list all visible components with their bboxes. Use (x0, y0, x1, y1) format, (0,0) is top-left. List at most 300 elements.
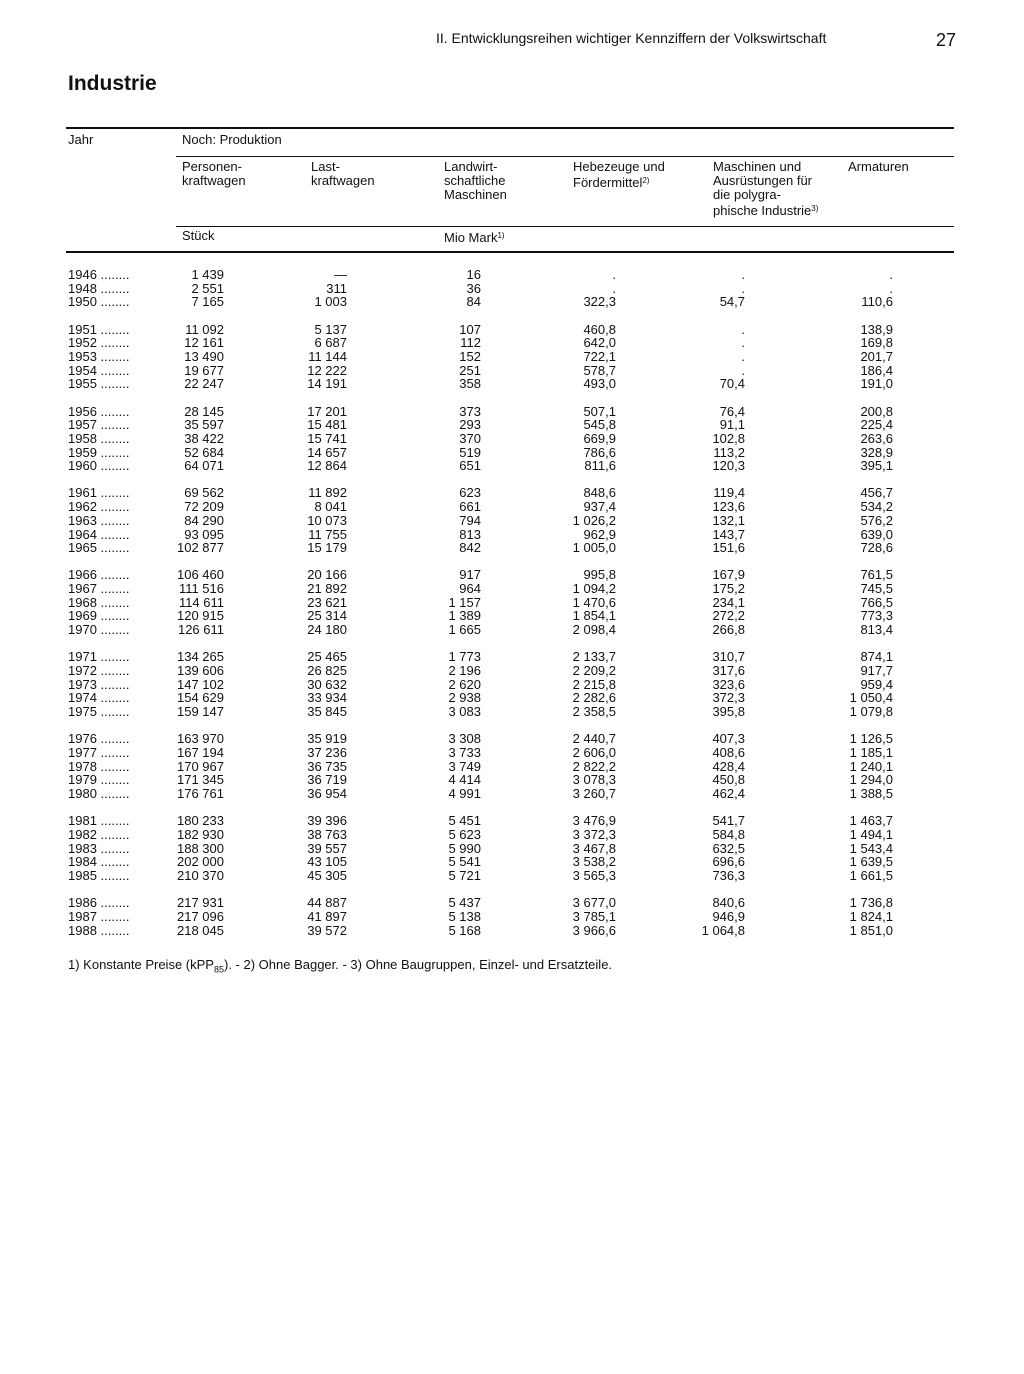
value-cell: 1 185,1 (849, 744, 893, 760)
value-cell: 1 050,4 (849, 690, 893, 706)
value-cell: 19 677 (184, 362, 224, 378)
value-cell: 1 773 (448, 649, 481, 665)
value-cell: 28 145 (184, 403, 224, 419)
value-cell: 169,8 (860, 335, 893, 351)
value-cell: 39 572 (307, 922, 347, 938)
unit-rule (176, 226, 954, 227)
value-cell: 3 078,3 (572, 772, 616, 788)
value-cell: 15 179 (307, 540, 347, 556)
table-row (66, 582, 956, 596)
year-cell: 1967 ........ (68, 581, 130, 597)
value-cell: 143,7 (712, 526, 745, 542)
value-cell: 1 005,0 (572, 540, 616, 556)
value-cell: 24 180 (307, 622, 347, 638)
value-cell: 3 565,3 (572, 867, 616, 883)
row-group (66, 732, 956, 800)
value-cell: 12 161 (184, 335, 224, 351)
value-cell: 38 422 (184, 430, 224, 446)
value-cell: 3 467,8 (572, 840, 616, 856)
value-cell: 2 620 (448, 676, 481, 692)
value-cell: — (334, 267, 347, 282)
value-cell: 3 733 (448, 744, 481, 760)
table-row (66, 609, 956, 623)
table-row (66, 896, 956, 910)
value-cell: 813,4 (860, 622, 893, 638)
value-cell: 36 735 (307, 758, 347, 774)
value-cell: 3 749 (448, 758, 481, 774)
table-row (66, 350, 956, 364)
value-cell: 5 437 (448, 895, 481, 911)
value-cell: 217 096 (177, 908, 224, 924)
value-cell: 45 305 (307, 867, 347, 883)
table-top-rule (66, 127, 954, 129)
year-cell: 1953 ........ (68, 348, 130, 364)
value-cell: 13 490 (184, 348, 224, 364)
value-cell: 519 (459, 444, 481, 460)
year-cell: 1962 ........ (68, 499, 130, 515)
value-cell: 5 168 (448, 922, 481, 938)
value-cell: 1 494,1 (849, 826, 893, 842)
value-cell: 218 045 (177, 922, 224, 938)
value-cell: 2 098,4 (572, 622, 616, 638)
header-maschinen-polygrafisch (713, 160, 828, 218)
value-cell: 428,4 (712, 758, 745, 774)
year-cell: 1965 ........ (68, 540, 130, 556)
value-cell: 35 845 (307, 704, 347, 720)
value-cell: 106 460 (177, 567, 224, 583)
value-cell: 2 133,7 (572, 649, 616, 665)
value-cell: 91,1 (719, 417, 745, 433)
value-cell: . (612, 280, 616, 296)
value-cell: 36 719 (307, 772, 347, 788)
value-cell: 1 126,5 (849, 731, 893, 747)
value-cell: 210 370 (177, 867, 224, 883)
value-cell: 1 079,8 (849, 704, 893, 720)
value-cell: 840,6 (712, 895, 745, 911)
value-cell: 1 094,2 (572, 581, 616, 597)
value-cell: 310,7 (712, 649, 745, 665)
row-group (66, 650, 956, 718)
year-cell: 1978 ........ (68, 758, 130, 774)
row-group (66, 568, 956, 636)
value-cell: 766,5 (860, 594, 893, 610)
value-cell: 4 991 (448, 786, 481, 801)
value-cell: 669,9 (583, 430, 616, 446)
value-cell: 3 308 (448, 731, 481, 747)
year-cell: 1977 ........ (68, 744, 130, 760)
value-cell: 456,7 (860, 485, 893, 501)
value-cell: 72 209 (184, 499, 224, 515)
value-cell: 12 222 (307, 362, 347, 378)
unit-mio-mark-label: Mio Mark (444, 230, 498, 245)
value-cell: 15 741 (307, 430, 347, 446)
value-cell: 38 763 (307, 826, 347, 842)
value-cell: 186,4 (860, 362, 893, 378)
unit-stueck: Stück (182, 228, 215, 243)
value-cell: 26 825 (307, 663, 347, 678)
value-cell: 167,9 (712, 567, 745, 583)
unit-mio-mark-note: 1) (497, 231, 505, 240)
value-cell: 151,6 (712, 540, 745, 556)
value-cell: 917,7 (860, 663, 893, 678)
value-cell: 11 144 (308, 348, 347, 364)
value-cell: 126 611 (177, 622, 224, 638)
table-row (66, 924, 956, 938)
table-row (66, 596, 956, 610)
value-cell: 493,0 (583, 376, 616, 392)
value-cell: 813 (459, 526, 481, 542)
value-cell: 1 661,5 (849, 867, 893, 883)
value-cell: . (741, 362, 745, 378)
table-row (66, 364, 956, 378)
value-cell: 578,7 (583, 362, 616, 378)
table-row (66, 732, 956, 746)
value-cell: 15 481 (307, 417, 347, 433)
header-pkw: Personen- kraftwagen (182, 159, 246, 188)
table-row (66, 746, 956, 760)
year-cell: 1956 ........ (68, 403, 130, 419)
year-cell: 1984 ........ (68, 854, 130, 870)
year-cell: 1960 ........ (68, 458, 130, 474)
value-cell: 191,0 (860, 376, 893, 392)
value-cell: 11 755 (308, 526, 347, 542)
value-cell: 1 064,8 (701, 922, 745, 938)
table-row (66, 377, 956, 391)
table-row (66, 486, 956, 500)
header-group: Noch: Produktion (182, 132, 282, 147)
year-cell: 1980 ........ (68, 786, 130, 801)
value-cell: 52 684 (184, 444, 224, 460)
header-year: Jahr (68, 132, 94, 147)
value-cell: 1 439 (191, 267, 224, 282)
table-row (66, 459, 956, 473)
value-cell: 272,2 (712, 608, 745, 624)
year-cell: 1955 ........ (68, 376, 130, 392)
value-cell: 1 543,4 (849, 840, 893, 856)
value-cell: . (741, 280, 745, 296)
value-cell: 311 (326, 280, 347, 296)
year-cell: 1986 ........ (68, 895, 130, 911)
table-row (66, 760, 956, 774)
value-cell: 773,3 (860, 608, 893, 624)
table-row (66, 869, 956, 883)
value-cell: 651 (459, 458, 481, 474)
value-cell: 35 919 (307, 731, 347, 747)
value-cell: 736,3 (712, 867, 745, 883)
row-group (66, 405, 956, 473)
value-cell: 2 440,7 (572, 731, 616, 747)
value-cell: 937,4 (583, 499, 616, 515)
footnote-sub: 85 (213, 964, 224, 975)
value-cell: 3 476,9 (572, 813, 616, 829)
year-cell: 1970 ........ (68, 622, 130, 638)
year-cell: 1985 ........ (68, 867, 130, 883)
year-cell: 1969 ........ (68, 608, 130, 624)
year-cell: 1946 ........ (68, 267, 130, 282)
value-cell: 225,4 (860, 417, 893, 433)
value-cell: 5 623 (448, 826, 481, 842)
value-cell: 786,6 (583, 444, 616, 460)
value-cell: 234,1 (712, 594, 745, 610)
value-cell: 30 632 (307, 676, 347, 692)
table-row (66, 664, 956, 678)
value-cell: 639,0 (860, 526, 893, 542)
value-cell: 202 000 (177, 854, 224, 870)
value-cell: 395,8 (712, 704, 745, 720)
value-cell: 54,7 (719, 294, 745, 310)
year-cell: 1958 ........ (68, 430, 130, 446)
value-cell: 2 822,2 (572, 758, 616, 774)
value-cell: 545,8 (583, 417, 616, 433)
value-cell: 119,4 (713, 485, 745, 501)
value-cell: 1 003 (314, 294, 347, 310)
value-cell: 293 (459, 417, 481, 433)
value-cell: 408,6 (712, 744, 745, 760)
value-cell: 794 (459, 512, 481, 528)
table-row (66, 268, 956, 282)
value-cell: 64 071 (184, 458, 224, 474)
value-cell: 5 137 (314, 321, 347, 337)
row-group (66, 486, 956, 554)
value-cell: 39 557 (307, 840, 347, 856)
value-cell: 22 247 (184, 376, 224, 392)
year-cell: 1973 ........ (68, 676, 130, 692)
value-cell: 2 551 (191, 280, 224, 296)
value-cell: 152 (459, 348, 481, 364)
value-cell: 25 465 (307, 649, 347, 665)
value-cell: 3 260,7 (572, 786, 616, 801)
value-cell: 1 639,5 (849, 854, 893, 870)
value-cell: 120 915 (177, 608, 224, 624)
value-cell: 962,9 (583, 526, 616, 542)
year-cell: 1968 ........ (68, 594, 130, 610)
row-group (66, 323, 956, 391)
data-table-body (66, 268, 956, 951)
value-cell: . (741, 321, 745, 337)
table-row (66, 405, 956, 419)
value-cell: 917 (459, 567, 481, 583)
value-cell: 3 966,6 (572, 922, 616, 938)
footnote-part2: ). - 2) Ohne Bagger. - 3) Ohne Baugruppen, Einzel- und Ersatzteile. (223, 957, 613, 972)
value-cell: 176 761 (177, 786, 224, 801)
table-row (66, 514, 956, 528)
value-cell: 132,1 (712, 512, 745, 528)
year-cell: 1950 ........ (68, 294, 130, 310)
value-cell: 12 864 (307, 458, 347, 474)
value-cell: 323,6 (712, 676, 745, 692)
year-cell: 1959 ........ (68, 444, 130, 460)
value-cell: 167 194 (177, 744, 224, 760)
value-cell: 6 687 (314, 335, 347, 351)
value-cell: 1 824,1 (849, 908, 893, 924)
year-cell: 1979 ........ (68, 772, 130, 788)
value-cell: 370 (459, 430, 481, 446)
value-cell: 3 677,0 (572, 895, 616, 911)
value-cell: 1 470,6 (572, 594, 616, 610)
value-cell: 263,6 (860, 430, 893, 446)
table-row (66, 828, 956, 842)
value-cell: . (741, 348, 745, 364)
value-cell: 1 157 (448, 594, 481, 610)
value-cell: 171 345 (177, 772, 224, 788)
value-cell: 102 877 (177, 540, 224, 556)
page-number: 27 (936, 30, 957, 50)
table-row (66, 691, 956, 705)
header-maschinen-note: 3) (811, 204, 819, 213)
table-row (66, 541, 956, 555)
value-cell: 11 892 (308, 485, 347, 501)
year-cell: 1954 ........ (68, 362, 130, 378)
value-cell: 661 (459, 499, 481, 515)
year-cell: 1948 ........ (68, 280, 130, 296)
value-cell: 2 938 (448, 690, 481, 706)
row-group (66, 814, 956, 882)
value-cell: 460,8 (583, 321, 616, 337)
value-cell: 111 516 (178, 581, 224, 597)
value-cell: 2 606,0 (572, 744, 616, 760)
value-cell: 39 396 (307, 813, 347, 829)
year-cell: 1961 ........ (68, 485, 130, 501)
header-hebezeuge (573, 160, 693, 190)
value-cell: 584,8 (712, 826, 745, 842)
value-cell: 44 887 (307, 895, 347, 911)
value-cell: 35 597 (184, 417, 224, 433)
value-cell: 134 265 (177, 649, 224, 665)
value-cell: 946,9 (712, 908, 745, 924)
value-cell: . (612, 267, 616, 282)
value-cell: 7 165 (191, 294, 224, 310)
value-cell: 84 (466, 294, 481, 310)
table-row (66, 446, 956, 460)
unit-mio-mark (444, 229, 505, 245)
value-cell: 14 657 (307, 444, 347, 460)
value-cell: 138,9 (860, 321, 893, 337)
value-cell: 874,1 (860, 649, 893, 665)
value-cell: 154 629 (177, 690, 224, 706)
value-cell: 175,2 (712, 581, 745, 597)
value-cell: . (889, 267, 893, 282)
value-cell: 33 934 (307, 690, 347, 706)
value-cell: 761,5 (860, 567, 893, 583)
year-cell: 1963 ........ (68, 512, 130, 528)
value-cell: 848,6 (583, 485, 616, 501)
year-cell: 1971 ........ (68, 649, 130, 665)
value-cell: 8 041 (314, 499, 347, 515)
value-cell: 2 209,2 (572, 663, 616, 678)
value-cell: 317,6 (712, 663, 745, 678)
value-cell: 328,9 (860, 444, 893, 460)
value-cell: 11 092 (185, 321, 224, 337)
year-cell: 1983 ........ (68, 840, 130, 856)
year-cell: 1966 ........ (68, 567, 130, 583)
value-cell: 112 (460, 335, 481, 351)
table-row (66, 336, 956, 350)
table-row (66, 432, 956, 446)
table-row (66, 842, 956, 856)
value-cell: 959,4 (860, 676, 893, 692)
value-cell: 23 621 (307, 594, 347, 610)
value-cell: 114 611 (178, 594, 224, 610)
table-row (66, 773, 956, 787)
value-cell: 5 138 (448, 908, 481, 924)
table-row (66, 650, 956, 664)
value-cell: 120,3 (712, 458, 745, 474)
value-cell: 534,2 (860, 499, 893, 515)
value-cell: 5 541 (448, 854, 481, 870)
value-cell: 70,4 (719, 376, 745, 392)
value-cell: 722,1 (583, 348, 616, 364)
table-row (66, 814, 956, 828)
year-cell: 1974 ........ (68, 690, 130, 706)
value-cell: 1 851,0 (849, 922, 893, 938)
page-title: Industrie (68, 72, 157, 95)
value-cell: 395,1 (860, 458, 893, 474)
table-row (66, 323, 956, 337)
value-cell: 1 389 (448, 608, 481, 624)
table-row (66, 623, 956, 637)
value-cell: 20 166 (307, 567, 347, 583)
value-cell: 163 970 (177, 731, 224, 747)
row-group (66, 896, 956, 937)
table-row (66, 910, 956, 924)
year-cell: 1951 ........ (68, 321, 130, 337)
value-cell: 358 (459, 376, 481, 392)
value-cell: 3 372,3 (572, 826, 616, 842)
header-hebezeuge-label: Hebezeuge und Fördermittel (573, 159, 665, 190)
value-cell: 266,8 (712, 622, 745, 638)
value-cell: . (889, 280, 893, 296)
value-cell: 507,1 (583, 403, 616, 419)
value-cell: 696,6 (712, 854, 745, 870)
value-cell: 5 990 (448, 840, 481, 856)
value-cell: 182 930 (177, 826, 224, 842)
value-cell: 43 105 (307, 854, 347, 870)
year-cell: 1981 ........ (68, 813, 130, 829)
value-cell: 159 147 (177, 704, 224, 720)
table-row (66, 568, 956, 582)
value-cell: 110,6 (861, 294, 893, 310)
value-cell: 407,3 (712, 731, 745, 747)
header-landmaschinen: Landwirt- schaftliche Maschinen (444, 159, 507, 202)
value-cell: 4 414 (448, 772, 481, 788)
value-cell: . (741, 267, 745, 282)
value-cell: 84 290 (184, 512, 224, 528)
table-row (66, 295, 956, 309)
value-cell: 21 892 (307, 581, 347, 597)
header-hebezeuge-note: 2) (642, 176, 650, 185)
value-cell: 41 897 (307, 908, 347, 924)
table-row (66, 787, 956, 801)
year-cell: 1957 ........ (68, 417, 130, 433)
value-cell: 147 102 (177, 676, 224, 692)
value-cell: 462,4 (712, 786, 745, 801)
value-cell: 76,4 (719, 403, 745, 419)
value-cell: 251 (459, 362, 481, 378)
value-cell: 1 736,8 (849, 895, 893, 911)
year-cell: 1976 ........ (68, 731, 130, 747)
value-cell: 373 (459, 403, 481, 419)
value-cell: 541,7 (712, 813, 745, 829)
year-cell: 1987 ........ (68, 908, 130, 924)
value-cell: 16 (466, 267, 481, 282)
value-cell: 811,6 (584, 458, 616, 474)
value-cell: 1 854,1 (572, 608, 616, 624)
value-cell: 139 606 (177, 663, 224, 678)
value-cell: 2 358,5 (572, 704, 616, 720)
value-cell: 25 314 (307, 608, 347, 624)
table-row (66, 282, 956, 296)
subheader-rule (176, 156, 954, 157)
